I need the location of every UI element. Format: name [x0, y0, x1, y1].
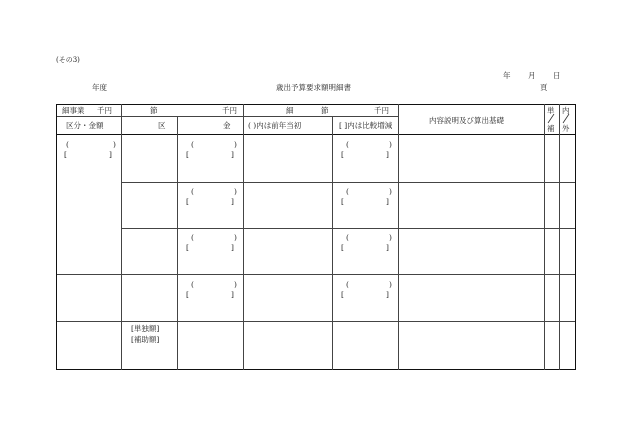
year-label: 年	[503, 71, 511, 80]
col3-header-name: 細	[286, 106, 294, 115]
row4-col3-bracket-close: ]	[386, 290, 389, 299]
page-label: 頁	[540, 83, 548, 92]
col2-header-unit: 千円	[222, 106, 237, 115]
day-label: 日	[553, 71, 561, 80]
row3-col2-paren-open: (	[191, 233, 194, 242]
sole-amount-label: [単独額]	[131, 324, 160, 333]
col6-header-top: 内	[562, 106, 570, 115]
row4-col2-paren-close: )	[234, 280, 237, 289]
col2-subheader-right: 金	[223, 121, 231, 130]
part-label: (その3)	[56, 56, 80, 64]
col1-header-unit: 千円	[97, 106, 112, 115]
col2-subheader-left: 区	[158, 121, 166, 130]
row2-col3-paren-open: (	[346, 187, 349, 196]
row4-col2-bracket-close: ]	[231, 290, 234, 299]
row1-col3-paren-open: (	[346, 140, 349, 149]
row3-col2-paren-close: )	[234, 233, 237, 242]
row3-col3-bracket-open: [	[341, 243, 344, 252]
month-label: 月	[528, 71, 536, 80]
row1-col3-bracket-open: [	[341, 150, 344, 159]
row1-col1-bracket-open: [	[64, 150, 67, 159]
row2-col3-paren-close: )	[389, 187, 392, 196]
row4-col2-paren-open: (	[191, 280, 194, 289]
subsidy-amount-label: [補助額]	[131, 335, 160, 344]
row2-col3-bracket-close: ]	[386, 197, 389, 206]
row3-col3-paren-close: )	[389, 233, 392, 242]
row2-col3-bracket-open: [	[341, 197, 344, 206]
row2-col2-bracket-open: [	[186, 197, 189, 206]
col1-subheader: 区分・金額	[66, 121, 104, 130]
col4-header: 内容説明及び算出基礎	[429, 116, 504, 125]
row3-col2-bracket-close: ]	[231, 243, 234, 252]
row1-col2-paren-open: (	[191, 140, 194, 149]
fiscal-year-label: 年度	[92, 83, 107, 92]
row4-col3-paren-open: (	[346, 280, 349, 289]
row1-col1-paren-close: )	[113, 140, 116, 149]
row1-col2-bracket-close: ]	[231, 150, 234, 159]
row1-col2-bracket-open: [	[186, 150, 189, 159]
document-title: 歳出予算要求額明細書	[276, 83, 351, 92]
row4-col2-bracket-open: [	[186, 290, 189, 299]
row4-col3-bracket-open: [	[341, 290, 344, 299]
col3-subheader-left: ( )内は前年当初	[248, 121, 302, 130]
row1-col3-paren-close: )	[389, 140, 392, 149]
col5-header-top: 単	[547, 106, 555, 115]
row2-col2-paren-open: (	[191, 187, 194, 196]
col6-header-bottom: 外	[562, 124, 570, 133]
row1-col2-paren-close: )	[234, 140, 237, 149]
row2-col2-paren-close: )	[234, 187, 237, 196]
row1-col1-bracket-close: ]	[109, 150, 112, 159]
row1-col3-bracket-close: ]	[386, 150, 389, 159]
row2-col2-bracket-close: ]	[231, 197, 234, 206]
row3-col3-paren-open: (	[346, 233, 349, 242]
col2-header-name: 節	[150, 106, 158, 115]
row4-col3-paren-close: )	[389, 280, 392, 289]
row3-col2-bracket-open: [	[186, 243, 189, 252]
col3-subheader-right: [ ]内は比較増減	[339, 121, 393, 130]
col3-header-mid: 節	[321, 106, 329, 115]
col1-header-name: 細事業	[62, 106, 85, 115]
row1-col1-paren-open: (	[66, 140, 69, 149]
row3-col3-bracket-close: ]	[386, 243, 389, 252]
col3-header-unit: 千円	[374, 106, 389, 115]
col5-header-bottom: 補	[547, 124, 555, 133]
